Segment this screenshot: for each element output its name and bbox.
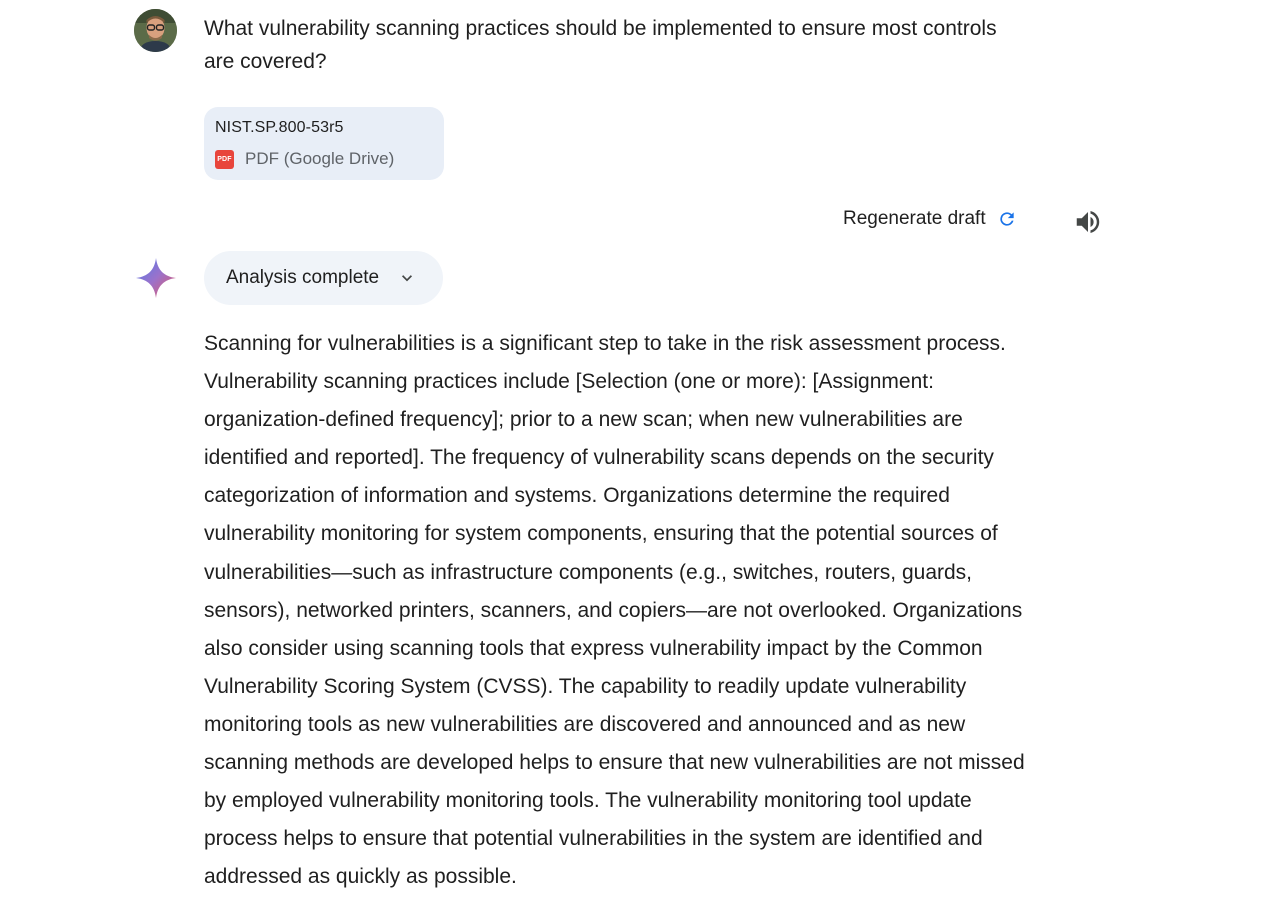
analysis-toggle[interactable] bbox=[204, 251, 443, 305]
regenerate-draft-button[interactable] bbox=[843, 208, 1017, 230]
user-avatar-image bbox=[134, 9, 177, 52]
user-avatar[interactable] bbox=[134, 9, 177, 52]
pdf-icon: PDF bbox=[215, 150, 234, 169]
sparkle-icon bbox=[135, 257, 177, 299]
attachment-meta bbox=[215, 149, 444, 169]
prompt-text: What vulnerability scanning practices should be implemented to ensure most controls are covered? bbox=[204, 17, 997, 73]
response-body: Scanning for vulnerabilities is a significant step to take in the risk assessment process. Vulnerability scanning practices include [Selection (one or more): [Assignment: organization-defined frequency]; prior to a new scan; when new vulnerabilities are identified and reported]. The frequency of vulnerability scans depends on the security categorization of information and systems. Organizations determine the required vulnerability monitoring for system components, ensuring that the potential sources of vulnerabilities—such as infrastructure components (e.g., switches, routers, guards, sensors), networked printers, scanners, and copiers—are not overlooked. Organizations also consider using scanning tools that express vulnerability impact by the Common Vulnerability Scoring System (CVSS). The capability to readily update vulnerability monitoring tools as new vulnerabilities are discovered and announced and as new scanning methods are developed helps to ensure that new vulnerabilities are not missed by employed vulnerability monitoring tools. The vulnerability monitoring tool update process helps to ensure that potential vulnerabilities in the system are identified and addressed as quickly as possible. bbox=[204, 332, 1025, 889]
attachment-source: PDF (Google Drive) bbox=[245, 149, 395, 168]
chevron-down-icon bbox=[397, 268, 417, 288]
attachment-chip[interactable] bbox=[204, 107, 444, 180]
analysis-label: Analysis complete bbox=[226, 267, 380, 288]
attachment-name: NIST.SP.800-53r5 bbox=[215, 119, 344, 136]
refresh-icon bbox=[997, 209, 1017, 229]
regenerate-label: Regenerate draft bbox=[843, 208, 986, 229]
speaker-icon[interactable] bbox=[1073, 207, 1103, 237]
